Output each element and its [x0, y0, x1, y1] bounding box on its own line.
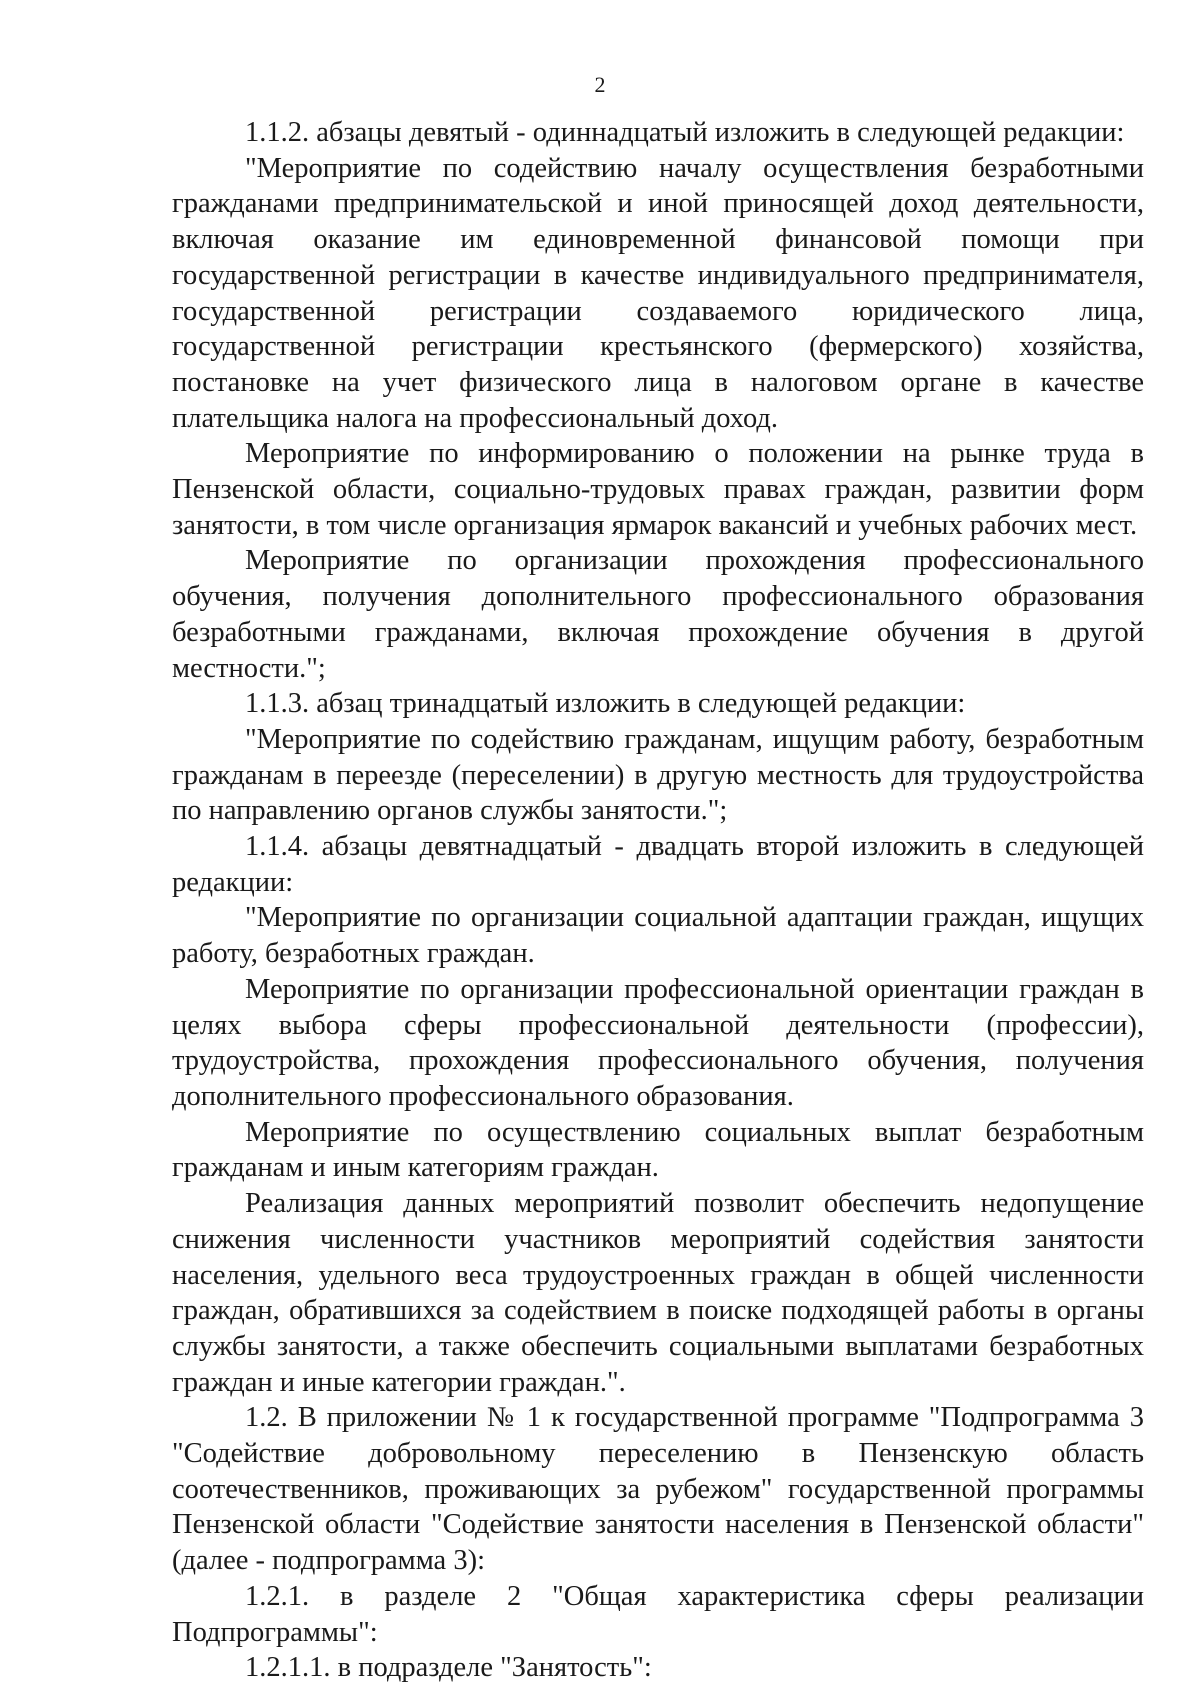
paragraph-measure-entrepreneurship: "Мероприятие по содействию началу осуществления безработными гражданами предпринимательской и иной приносящей доход деятельности, включая оказание им единовременной финансовой помощи при государственной регистрации в качестве индивидуального предпринимателя, государственной регистрации создаваемого юридического лица, государственной регистрации крестьянского (фермерского) хозяйства, постановке на учет физического лица в налоговом органе в качестве плательщика налога на профессиональный доход. [172, 152, 1144, 434]
paragraph-1-2-1-1: 1.2.1.1. в подразделе "Занятость": [245, 1652, 652, 1684]
paragraph-measure-social-adaptation: "Мероприятие по организации социальной адаптации граждан, ищущих работу, безработных граждан. [172, 902, 1144, 970]
paragraph-1-1-4: 1.1.4. абзацы девятнадцатый - двадцать второй изложить в следующей редакции: [172, 831, 1144, 898]
paragraph-measure-informing: Мероприятие по информированию о положении на рынке труда в Пензенской области, социально-трудовых правах граждан, развитии форм занятости, в том числе организация ярмарок вакансий и учебных рабочих мест. [172, 438, 1144, 541]
paragraph-1-2-1: 1.2.1. в разделе 2 "Общая характеристика сферы реализации Подпрограммы": [172, 1580, 1144, 1648]
paragraph-implementation: Реализация данных мероприятий позволит обеспечить недопущение снижения численности участников мероприятий содействия занятости населения, удельного веса трудоустроенных граждан в общей численности граждан, обратившихся за содействием в поиске подходящей работы в органы службы занятости, а также обеспечить социальными выплатами безработных граждан и иные категории граждан.". [172, 1188, 1144, 1398]
document-body [172, 115, 1144, 1686]
paragraph-1-1-2: 1.1.2. абзацы девятый - одиннадцатый изложить в следующей редакции: [245, 117, 1125, 148]
paragraph-1-1-3: 1.1.3. абзац тринадцатый изложить в следующей редакции: [245, 688, 966, 720]
paragraph-measure-social-payments: Мероприятие по осуществлению социальных выплат безработным гражданам и иным категориям граждан. [172, 1116, 1144, 1184]
paragraph-measure-training: Мероприятие по организации прохождения профессионального обучения, получения дополнительного профессионального образования безработными гражданами, включая прохождение обучения в другой местности."; [172, 545, 1144, 684]
paragraph-1-2: 1.2. В приложении № 1 к государственной программе "Подпрограмма 3 "Содействие добровольному переселению в Пензенскую область соотечественников, проживающих за рубежом" государственной программы Пензенской области "Содействие занятости населения в Пензенской области" (далее - подпрограмма 3): [172, 1402, 1144, 1577]
paragraph-measure-orientation: Мероприятие по организации профессиональной ориентации граждан в целях выбора сферы профессиональной деятельности (профессии), трудоустройства, прохождения профессионального обучения, получения дополнительного профессионального образования. [172, 973, 1144, 1112]
page-number: 2 [594, 72, 606, 97]
paragraph-measure-relocation: "Мероприятие по содействию гражданам, ищущим работу, безработным гражданам в переезде (переселении) в другую местность для трудоустройства по направлению органов службы занятости."; [172, 723, 1144, 827]
